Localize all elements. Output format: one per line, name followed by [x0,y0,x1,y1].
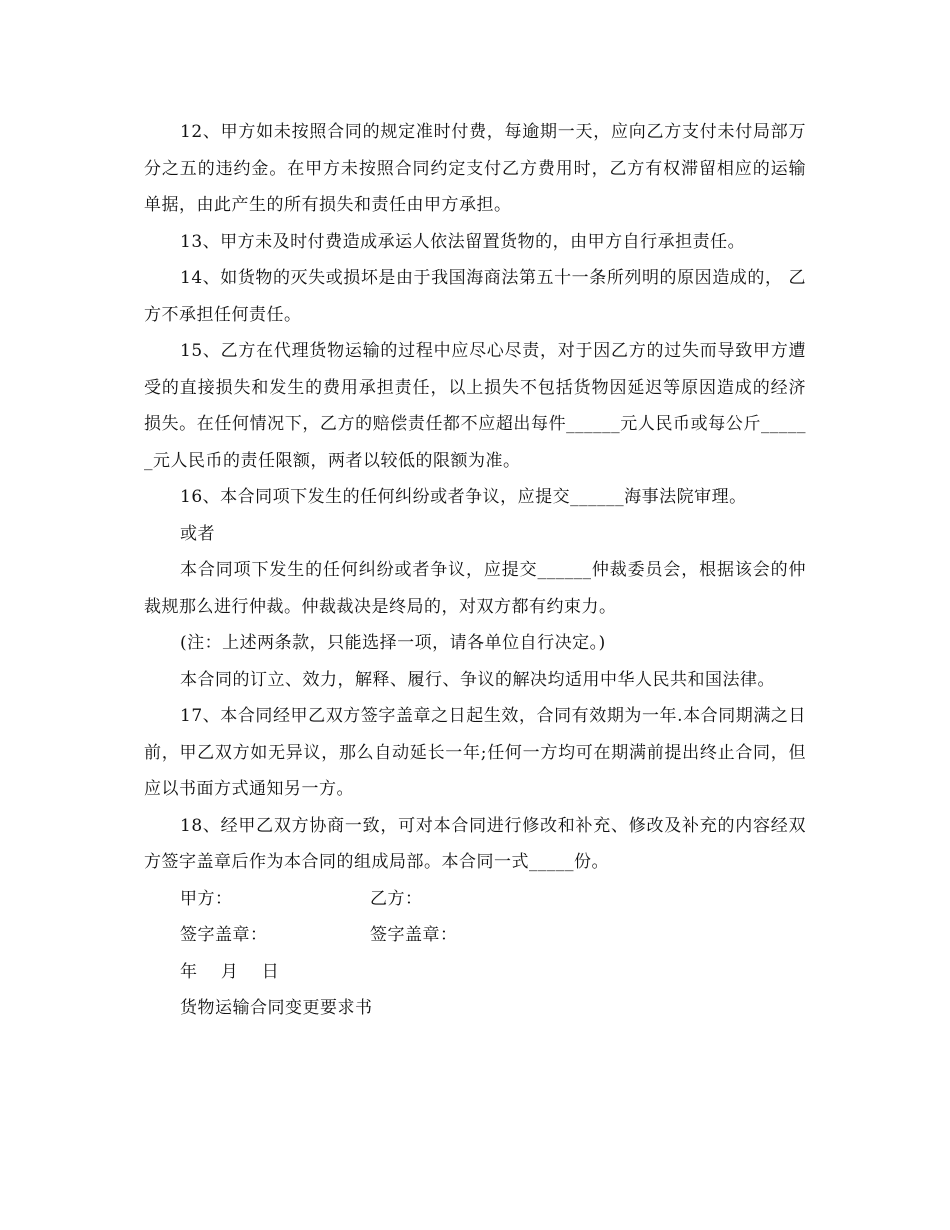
party-b-label: 乙方： [370,888,423,909]
next-document-title: 货物运输合同变更要求书 [180,998,373,1018]
clause-16-note: (注：上述两条款，只能选择一项，请各单位自行决定。) [180,633,606,653]
clause-17: 17、本合同经甲乙双方签字盖章之日起生效，合同有效期为一年.本合同期满之日前，甲乙双方如无异议，那么自动延长一年;任何一方均可在期满前提出终止合同，但应以书面方式通知另一方。 [144,706,806,799]
party-b-seal-label: 签字盖章： [370,925,458,945]
party-a-label: 甲方： [180,888,233,909]
clause-15: 15、乙方在代理货物运输的过程中应尽心尽责，对于因乙方的过失而导致甲方遭受的直接损失和发生的费用承担责任，以上损失不包括货物因延迟等原因造成的经济损失。在任何情况下，乙方的赔偿责任都不应超出每件______元人民币或每公斤______元人民币的责任限额，两者以较低的限额为准。 [144,341,806,471]
clause-14: 14、如货物的灭失或损坏是由于我国海商法第五十一条所列明的原因造成的， 乙方不承担任何责任。 [144,268,806,325]
clause-18: 18、经甲乙双方协商一致，可对本合同进行修改和补充、修改及补充的内容经双方签字盖章后作为本合同的组成局部。本合同一式_____份。 [144,815,806,872]
signature-date: 年 月 日 [180,961,280,982]
signature-parties-row [144,881,806,918]
clause-12: 12、甲方如未按照合同的规定准时付费，每逾期一天，应向乙方支付未付局部万分之五的违约金。在甲方未按照合同约定支付乙方费用时，乙方有权滞留相应的运输单据，由此产生的所有损失和责任由甲方承担。 [144,122,806,215]
clause-16: 16、本合同项下发生的任何纠纷或者争议，应提交______海事法院审理。 [180,487,747,507]
clause-16-arbitration: 本合同项下发生的任何纠纷或者争议，应提交______仲裁委员会，根据该会的仲裁规那么进行仲裁。仲裁裁决是终局的，对双方都有约束力。 [144,560,806,617]
document-body [144,114,806,1027]
signature-seal-row [144,917,806,954]
clause-13: 13、甲方未及时付费造成承运人依法留置货物的，由甲方自行承担责任。 [180,231,746,252]
governing-law: 本合同的订立、效力，解释、履行、争议的解决均适用中华人民共和国法律。 [180,669,775,690]
party-a-seal-label: 签字盖章： [180,925,268,945]
clause-16-or: 或者 [180,523,215,544]
